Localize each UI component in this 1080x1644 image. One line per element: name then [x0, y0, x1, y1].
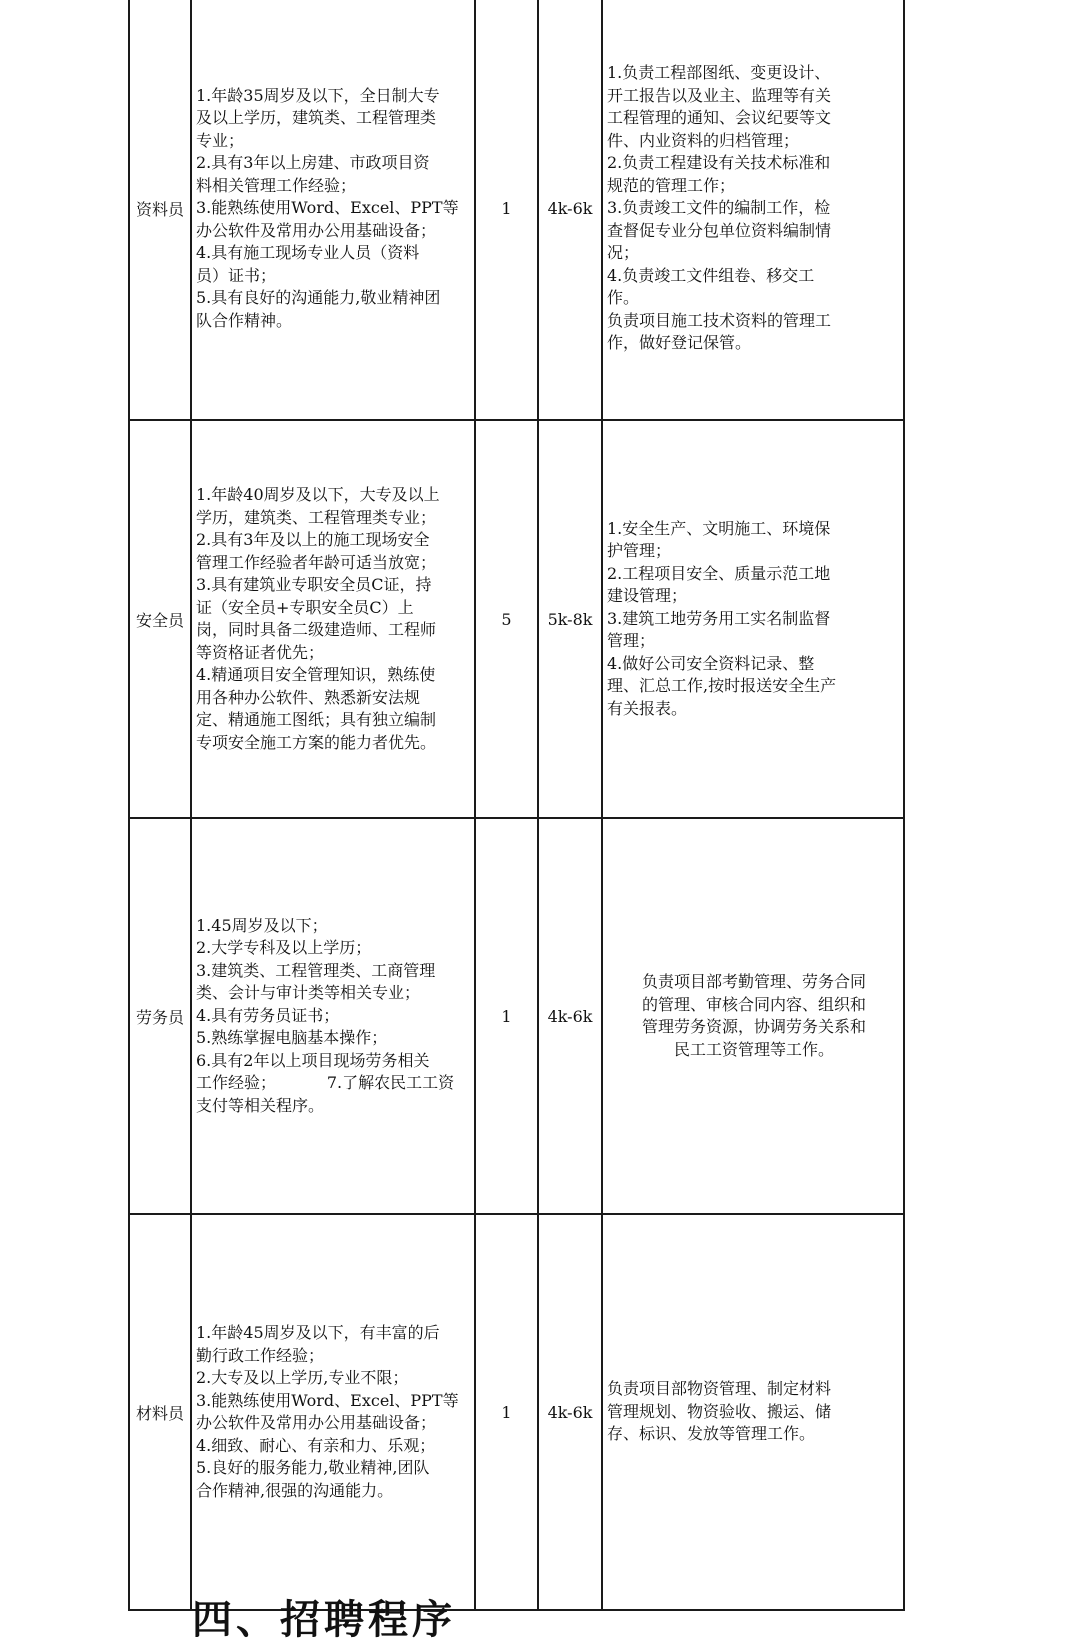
requirement-line: 学历，建筑类、工程管理类专业； — [196, 507, 437, 527]
duty-line: 3.建筑工地劳务用工实名制监督 — [607, 608, 831, 628]
position-title: 资料员 — [129, 0, 191, 420]
duties-cell — [602, 420, 904, 818]
duty-line: 2.工程项目安全、质量示范工地 — [607, 563, 831, 583]
headcount: 1 — [475, 818, 538, 1214]
requirement-line: 1.年龄45周岁及以下，有丰富的后 — [196, 1323, 440, 1342]
requirement-line: 3.能熟练使用Word、Excel、PPT等 — [196, 198, 459, 218]
duty-line: 查督促专业分包单位资料编制情 — [607, 220, 832, 240]
table-row — [129, 1214, 904, 1610]
requirement-line: 办公软件及常用办公用基础设备； — [196, 1413, 437, 1432]
duties-cell — [602, 0, 904, 420]
headcount: 1 — [475, 0, 538, 420]
duty-line: 管理规划、物资验收、搬运、储 — [607, 1401, 832, 1421]
duty-line: 存、标识、发放等管理工作。 — [607, 1424, 816, 1444]
requirements-cell — [191, 1214, 475, 1610]
duty-line: 作，做好登记保管。 — [607, 333, 752, 353]
requirement-line: 用各种办公软件、熟悉新安法规 — [196, 687, 421, 707]
requirement-line: 合作精神,很强的沟通能力。 — [196, 1480, 394, 1500]
salary-range: 4k-6k — [538, 1214, 602, 1610]
requirements-cell — [191, 420, 475, 818]
position-title: 安全员 — [129, 420, 191, 818]
duty-line: 有关报表。 — [607, 698, 688, 718]
requirement-line: 支付等相关程序。 — [196, 1095, 325, 1115]
salary-range: 5k-8k — [538, 420, 602, 818]
table-row — [129, 420, 904, 818]
position-title: 材料员 — [129, 1214, 191, 1610]
requirement-line: 队合作精神。 — [196, 310, 293, 330]
duty-line: 3.负责竣工文件的编制工作，检 — [607, 198, 831, 218]
requirement-line: 等资格证者优先； — [196, 642, 325, 662]
duty-line: 4.做好公司安全资料记录、整 — [607, 653, 815, 673]
requirement-line: 专项安全施工方案的能力者优先。 — [196, 732, 437, 752]
requirement-line: 3.具有建筑业专职安全员C证，持 — [196, 575, 432, 594]
duty-line: 民工工资管理等工作。 — [673, 1039, 834, 1059]
requirement-line: 员）证书； — [196, 265, 277, 285]
duties-cell — [602, 1214, 904, 1610]
table-row — [129, 818, 904, 1214]
duty-line: 建设管理； — [607, 586, 688, 606]
duty-line: 开工报告以及业主、监理等有关 — [607, 85, 832, 105]
requirement-line: 2.大专及以上学历,专业不限； — [196, 1368, 409, 1387]
requirement-line: 4.细致、耐心、有亲和力、乐观； — [196, 1435, 436, 1455]
requirement-line: 6.具有2年以上项目现场劳务相关 — [196, 1050, 430, 1070]
requirement-line: 定、精通施工图纸；具有独立编制 — [196, 710, 437, 729]
requirement-line: 2.具有3年以上房建、市政项目资 — [196, 153, 430, 173]
headcount: 5 — [475, 420, 538, 818]
requirement-line: 5.良好的服务能力,敬业精神,团队 — [196, 1458, 430, 1477]
requirement-line: 1.45周岁及以下； — [196, 915, 328, 935]
duty-line: 2.负责工程建设有关技术标准和 — [607, 153, 831, 173]
requirement-line: 2.具有3年及以上的施工现场安全 — [196, 530, 430, 549]
requirement-line: 2.大学专科及以上学历； — [196, 938, 372, 958]
requirement-line: 料相关管理工作经验； — [196, 175, 357, 195]
duty-line: 负责项目施工技术资料的管理工 — [607, 310, 832, 330]
position-title: 劳务员 — [129, 818, 191, 1214]
duty-line: 负责项目部考勤管理、劳务合同 — [641, 972, 866, 991]
duty-line: 作。 — [607, 288, 640, 308]
requirements-cell — [191, 818, 475, 1214]
requirement-line: 办公软件及常用办公用基础设备； — [196, 220, 437, 240]
requirement-line: 专业； — [196, 130, 245, 150]
duty-line: 管理劳务资源，协调劳务关系和 — [641, 1017, 866, 1036]
requirement-line: 5.熟练掌握电脑基本操作； — [196, 1028, 388, 1048]
duty-line: 件、内业资料的归档管理； — [607, 130, 800, 150]
duty-line: 工程管理的通知、会议纪要等文 — [607, 108, 832, 128]
requirement-line: 4.具有劳务员证书； — [196, 1005, 340, 1025]
duty-line: 的管理、审核合同内容、组织和 — [641, 994, 866, 1014]
requirement-line: 岗，同时具备二级建造师、工程师 — [196, 620, 437, 639]
duty-line: 护管理； — [607, 541, 672, 561]
duty-line: 管理； — [607, 631, 656, 651]
salary-range: 4k-6k — [538, 818, 602, 1214]
requirement-line: 3.建筑类、工程管理类、工商管理 — [196, 960, 436, 980]
section-heading: 四、招聘程序 — [192, 1596, 456, 1643]
duty-line: 规范的管理工作； — [607, 175, 736, 195]
table-row — [129, 0, 904, 420]
recruitment-table — [128, 0, 905, 1611]
requirement-line: 5.具有良好的沟通能力,敬业精神团 — [196, 288, 441, 308]
duty-line: 1.负责工程部图纸、变更设计、 — [607, 63, 831, 83]
duty-line: 理、汇总工作,按时报送安全生产 — [607, 676, 837, 696]
requirement-line: 1.年龄40周岁及以下，大专及以上 — [196, 485, 440, 504]
duties-cell — [602, 818, 904, 1214]
requirement-line: 及以上学历，建筑类、工程管理类 — [196, 108, 437, 128]
salary-range: 4k-6k — [538, 0, 602, 420]
requirements-cell — [191, 0, 475, 420]
requirement-line: 工作经验； 7.了解农民工工资 — [196, 1073, 455, 1093]
duty-line: 负责项目部物资管理、制定材料 — [607, 1379, 832, 1399]
requirement-line: 勤行政工作经验； — [196, 1345, 325, 1365]
headcount: 1 — [475, 1214, 538, 1610]
requirement-line: 4.具有施工现场专业人员（资料 — [196, 243, 420, 263]
duty-line: 4.负责竣工文件组卷、移交工 — [607, 265, 815, 285]
requirement-line: 类、会计与审计类等相关专业； — [196, 983, 421, 1003]
duty-line: 1.安全生产、文明施工、环境保 — [607, 518, 831, 538]
requirement-line: 管理工作经验者年龄可适当放宽； — [196, 552, 437, 572]
requirement-line: 4.精通项目安全管理知识，熟练使 — [196, 665, 436, 684]
duty-line: 况； — [607, 243, 640, 263]
requirement-line: 证（安全员+专职安全员C）上 — [196, 597, 414, 617]
requirement-line: 1.年龄35周岁及以下，全日制大专 — [196, 85, 440, 105]
requirement-line: 3.能熟练使用Word、Excel、PPT等 — [196, 1390, 459, 1410]
